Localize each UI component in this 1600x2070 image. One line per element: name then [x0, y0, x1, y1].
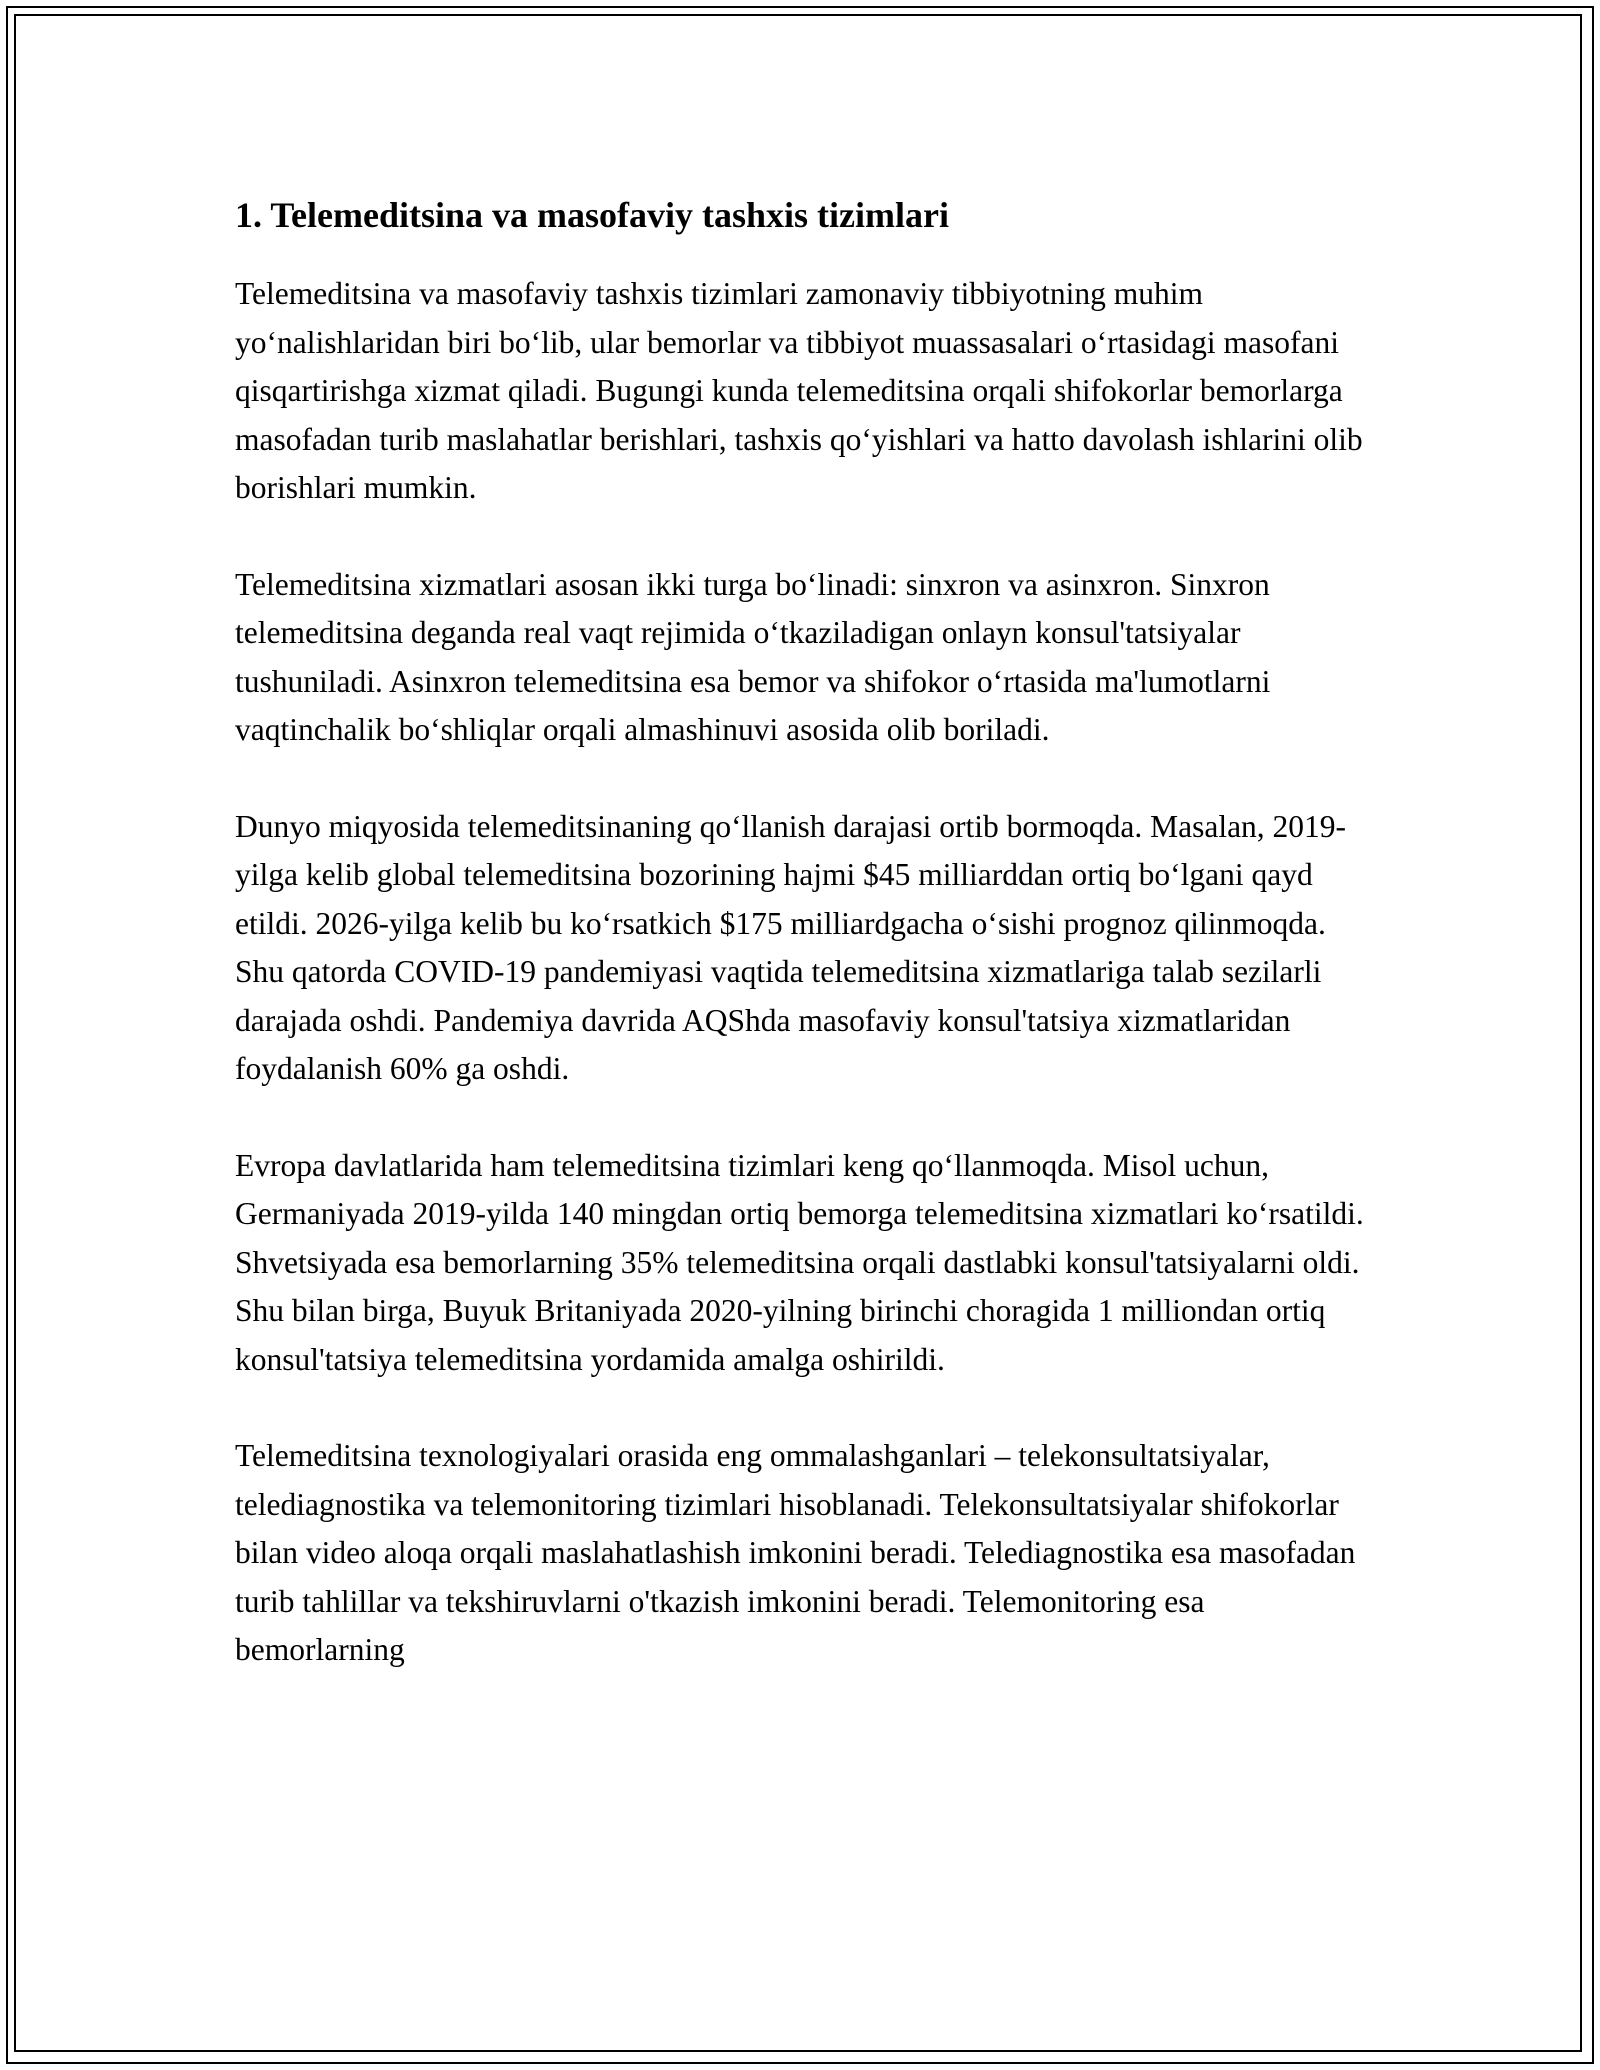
paragraph-4: Evropa davlatlarida ham telemeditsina tizimlari keng qoʻllanmoqda. Misol uchun, Germaniyada 2019-yilda 140 mingdan ortiq bemorga telemeditsina xizmatlari koʻrsatildi. Shvetsiyada esa bemorlarning 35% telemeditsina orqali dastlabki konsul'tatsiyalarni oldi. Shu bilan birga, Buyuk Britaniyada 2020-yilning birinchi choragida 1 milliondan ortiq konsul'tatsiya telemeditsina yordamida amalga oshirildi. — [235, 1147, 1364, 1377]
paragraph-1: Telemeditsina va masofaviy tashxis tizimlari zamonaviy tibbiyotning muhim yoʻnalishlaridan biri boʻlib, ular bemorlar va tibbiyot muassasalari oʻrtasidagi masofani qisqartirishga xizmat qiladi. Bugungi kunda telemeditsina orqali shifokorlar bemorlarga masofadan turib maslahatlar berishlari, tashxis qoʻyishlari va hatto davolash ishlarini olib borishlari mumkin. — [235, 276, 1363, 505]
section-heading: 1. Telemeditsina va masofaviy tashxis tizimlari — [235, 195, 949, 235]
document-body — [235, 186, 1375, 1723]
paragraph-3: Dunyo miqyosida telemeditsinaning qoʻllanish darajasi ortib bormoqda. Masalan, 2019-yilga kelib global telemeditsina bozorining hajmi $45 milliarddan ortiq boʻlgani qayd etildi. 2026-yilga kelib bu koʻrsatkich $175 milliardgacha oʻsishi prognoz qilinmoqda. Shu qatorda COVID-19 pandemiyasi vaqtida telemeditsina xizmatlariga talab sezilarli darajada oshdi. Pandemiya davrida AQShda masofaviy konsul'tatsiya xizmatlaridan foydalanish 60% ga oshdi. — [235, 808, 1347, 1086]
paragraph-5: Telemeditsina texnologiyalari orasida eng ommalashganlari – telekonsultatsiyalar, telediagnostika va telemonitoring tizimlari hisoblanadi. Telekonsultatsiyalar shifokorlar bilan video aloqa orqali maslahatlashish imkonini beradi. Telediagnostika esa masofadan turib tahlillar va tekshiruvlarni o'tkazish imkonini beradi. Telemonitoring esa bemorlarning — [235, 1438, 1356, 1667]
paragraph-2: Telemeditsina xizmatlari asosan ikki turga boʻlinadi: sinxron va asinxron. Sinxron telemeditsina deganda real vaqt rejimida oʻtkaziladigan onlayn konsul'tatsiyalar tushuniladi. Asinxron telemeditsina esa bemor va shifokor oʻrtasida ma'lumotlarni vaqtinchalik boʻshliqlar orqali almashinuvi asosida olib boriladi. — [235, 566, 1271, 747]
